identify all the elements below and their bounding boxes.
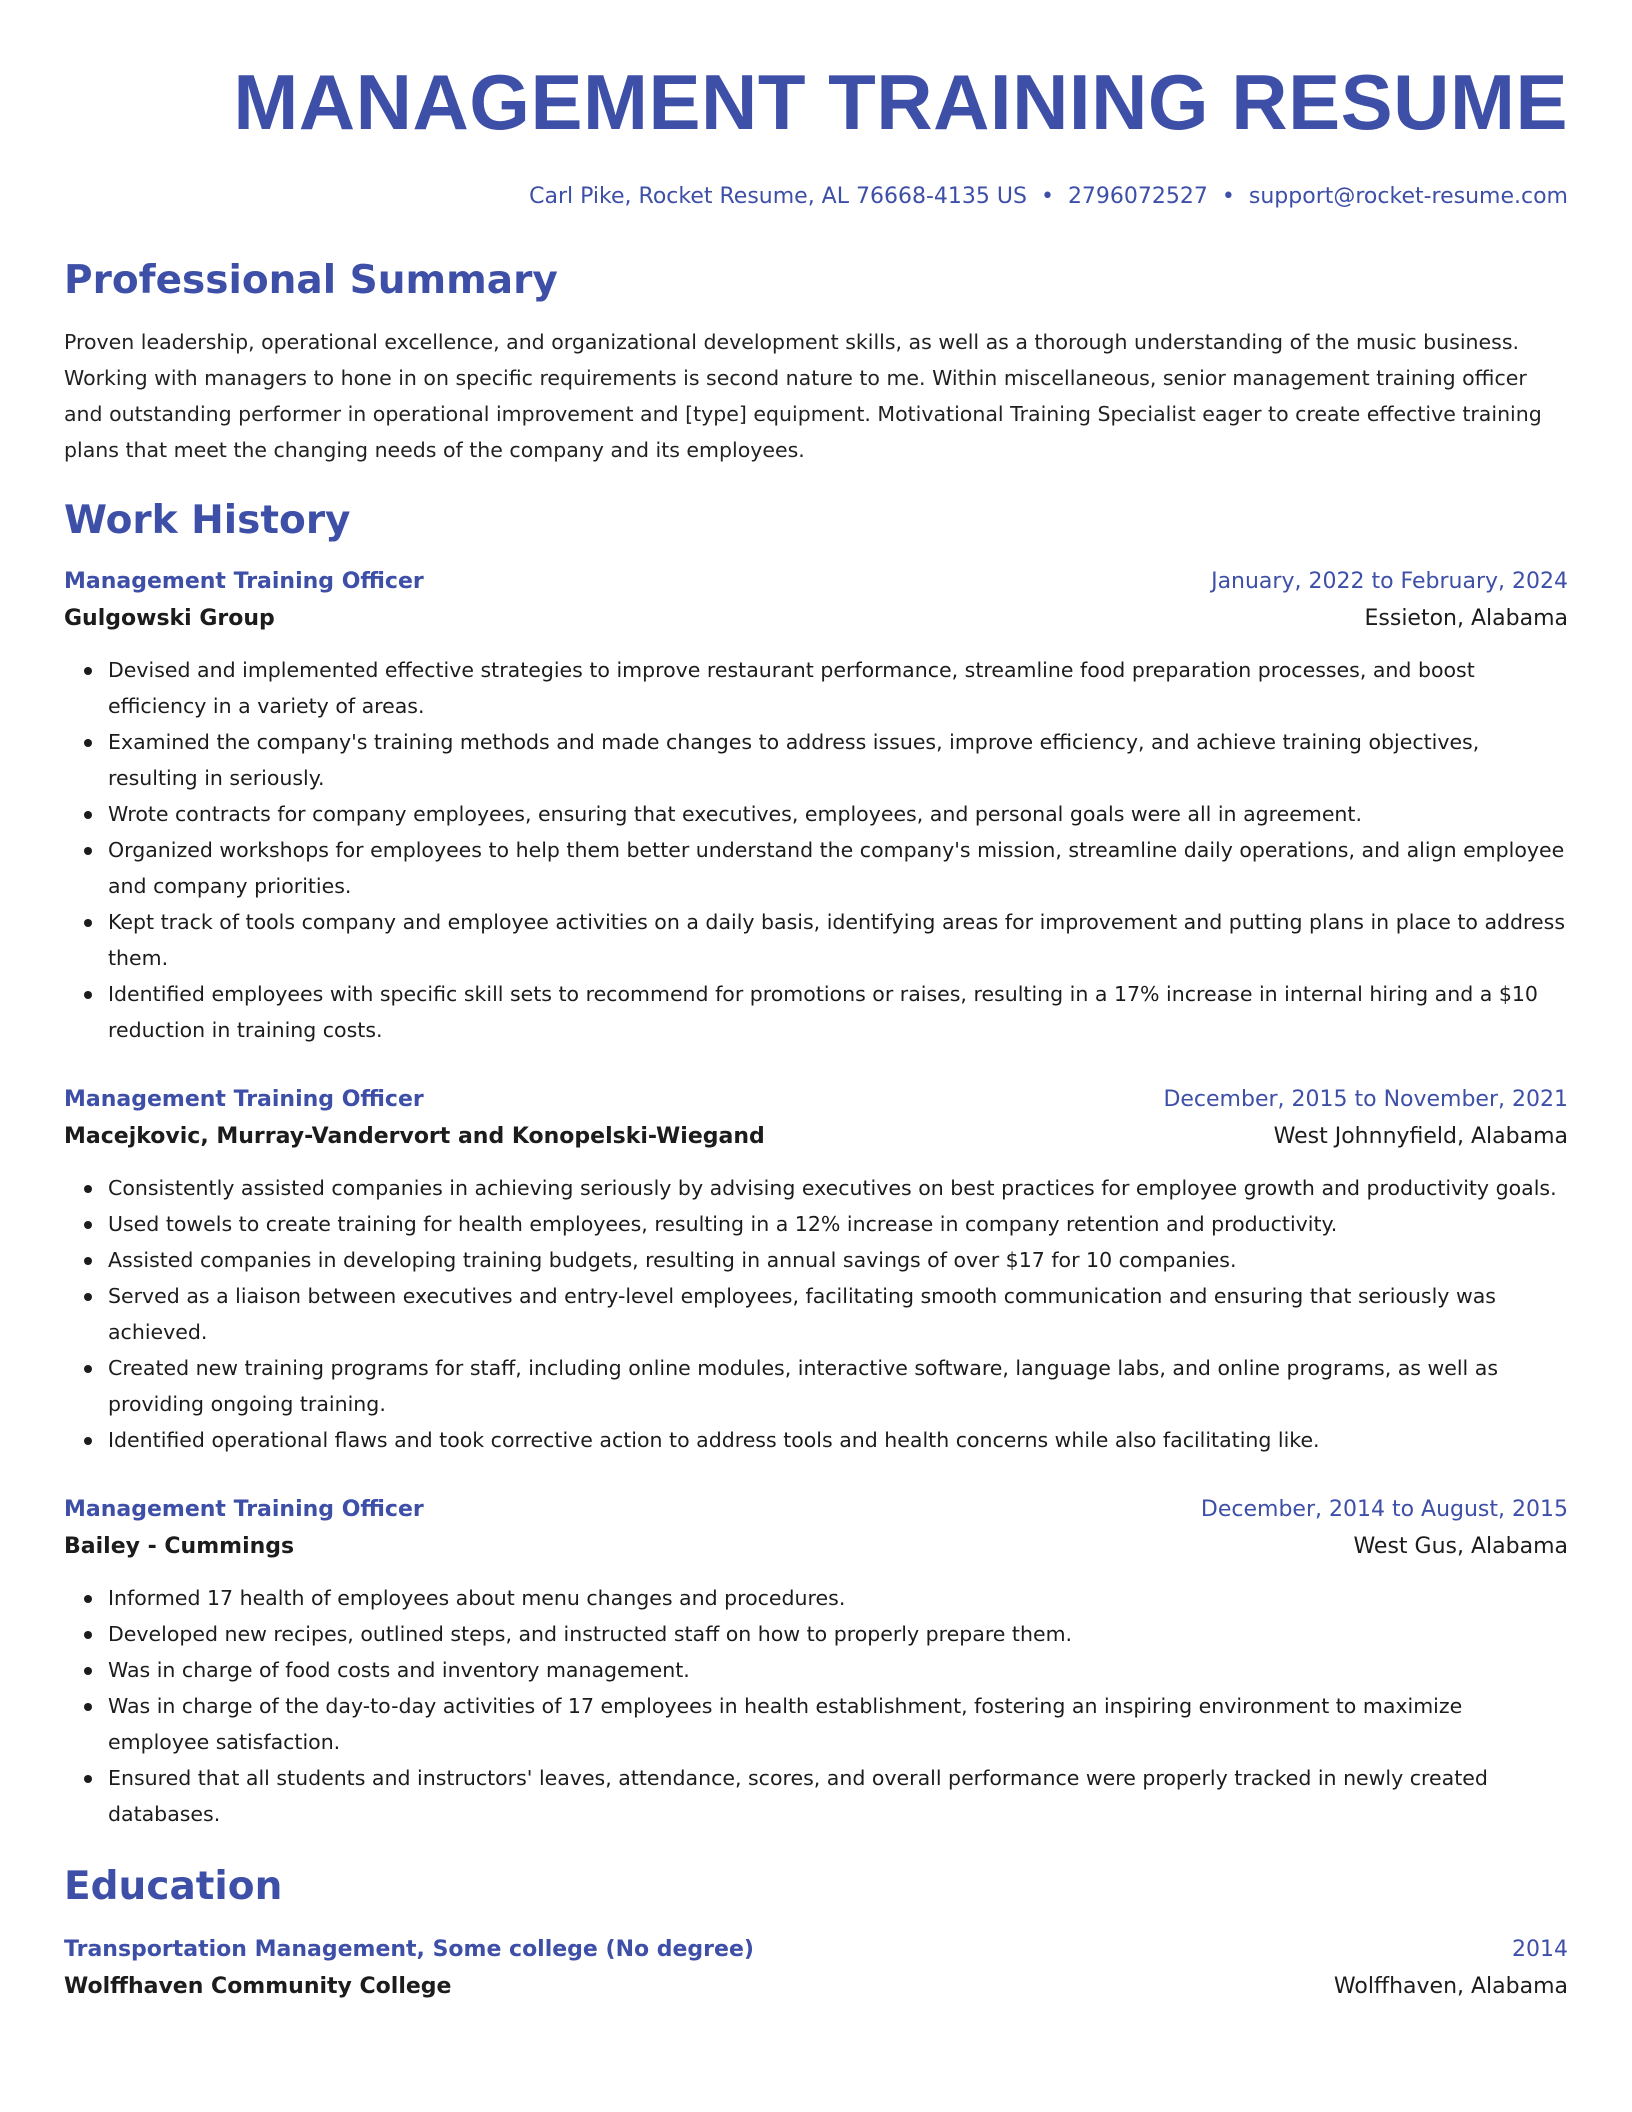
job-bullets xyxy=(64,1170,1568,1458)
job-location: Essieton, Alabama xyxy=(1364,606,1568,631)
resume-header xyxy=(64,56,1568,212)
summary-text: Proven leadership, operational excellence, and organizational development skills, as well as a thorough understanding of the music business. Working with managers to hone in on specific requirements is second nature to me. Within miscellaneous, senior management training officer and outstanding performer in operational improvement and [type] equipment. Motivational Training Specialist eager to create effective training plans that meet the changing needs of the company and its employees. xyxy=(64,330,1542,462)
job-bullets xyxy=(64,1580,1568,1832)
education-section xyxy=(64,1862,1568,2006)
job-bullet: Used towels to create training for health employees, resulting in a 12% increase in company retention and productivity. xyxy=(108,1206,1568,1242)
job-bullet: Organized workshops for employees to help them better understand the company's mission, streamline daily operations, and align employee and company priorities. xyxy=(108,832,1568,904)
job-bullet: Consistently assisted companies in achieving seriously by advising executives on best practices for employee growth and productivity goals. xyxy=(108,1170,1568,1206)
job-dates: December, 2014 to August, 2015 xyxy=(1200,1497,1568,1522)
job-company-row xyxy=(64,600,1568,638)
job-bullet: Informed 17 health of employees about menu changes and procedures. xyxy=(108,1580,1568,1616)
job-company-row xyxy=(64,1528,1568,1566)
education-heading: Education xyxy=(64,1864,283,1909)
job-bullet: Wrote contracts for company employees, ensuring that executives, employees, and personal goals were all in agreement. xyxy=(108,796,1568,832)
job-bullet: Developed new recipes, outlined steps, and instructed staff on how to properly prepare them. xyxy=(108,1616,1568,1652)
work-history-section xyxy=(64,496,1568,1832)
education-entry xyxy=(64,1932,1568,2006)
job-header-row xyxy=(64,1492,1568,1528)
job-entry xyxy=(64,1082,1568,1458)
contact-separator: • xyxy=(1221,184,1235,209)
job-role: Management Training Officer xyxy=(64,569,424,594)
job-header-row xyxy=(64,564,1568,600)
job-entry xyxy=(64,1492,1568,1832)
summary-heading: Professional Summary xyxy=(64,258,558,303)
education-header-row xyxy=(64,1932,1568,1968)
job-dates: December, 2015 to November, 2021 xyxy=(1163,1087,1568,1112)
job-role: Management Training Officer xyxy=(64,1087,424,1112)
education-year: 2014 xyxy=(1512,1937,1568,1962)
job-bullet: Ensured that all students and instructors' leaves, attendance, scores, and overall performance were properly tracked in newly created databases. xyxy=(108,1760,1568,1832)
education-school-row xyxy=(64,1968,1568,2006)
resume-title: MANAGEMENT TRAINING RESUME xyxy=(233,58,1568,146)
job-bullet: Assisted companies in developing training budgets, resulting in annual savings of over $17 for 10 companies. xyxy=(108,1242,1568,1278)
job-company-row xyxy=(64,1118,1568,1156)
contact-phone: 2796072527 xyxy=(1067,184,1208,209)
education-school: Wolffhaven Community College xyxy=(64,1974,452,1999)
job-bullet: Identified employees with specific skill sets to recommend for promotions or raises, resulting in a 17% increase in internal hiring and a $10 reduction in training costs. xyxy=(108,976,1568,1048)
job-bullet: Created new training programs for staff, including online modules, interactive software, language labs, and online programs, as well as providing ongoing training. xyxy=(108,1350,1568,1422)
education-location: Wolffhaven, Alabama xyxy=(1333,1974,1568,1999)
contact-address: Carl Pike, Rocket Resume, AL 76668-4135 US xyxy=(529,184,1027,209)
job-company: Gulgowski Group xyxy=(64,606,275,631)
job-dates: January, 2022 to February, 2024 xyxy=(1211,569,1568,594)
job-bullet: Kept track of tools company and employee activities on a daily basis, identifying areas for improvement and putting plans in place to address them. xyxy=(108,904,1568,976)
job-role: Management Training Officer xyxy=(64,1497,424,1522)
job-bullet: Served as a liaison between executives and entry-level employees, facilitating smooth communication and ensuring that seriously was achieved. xyxy=(108,1278,1568,1350)
job-entry xyxy=(64,564,1568,1048)
job-bullet: Examined the company's training methods and made changes to address issues, improve efficiency, and achieve training objectives, resulting in seriously. xyxy=(108,724,1568,796)
job-header-row xyxy=(64,1082,1568,1118)
job-bullet: Was in charge of the day-to-day activities of 17 employees in health establishment, fostering an inspiring environment to maximize employee satisfaction. xyxy=(108,1688,1568,1760)
job-location: West Gus, Alabama xyxy=(1353,1534,1568,1559)
summary-section xyxy=(64,256,1568,468)
job-company: Macejkovic, Murray-Vandervort and Konopelski-Wiegand xyxy=(64,1124,765,1149)
work-history-heading: Work History xyxy=(64,498,351,543)
contact-line xyxy=(64,182,1568,212)
job-bullet: Identified operational flaws and took corrective action to address tools and health concerns while also facilitating like. xyxy=(108,1422,1568,1458)
job-bullet: Devised and implemented effective strategies to improve restaurant performance, streamline food preparation processes, and boost efficiency in a variety of areas. xyxy=(108,652,1568,724)
contact-email[interactable]: support@rocket-resume.com xyxy=(1248,184,1568,209)
job-location: West Johnnyfield, Alabama xyxy=(1273,1124,1568,1149)
job-bullets xyxy=(64,652,1568,1048)
job-company: Bailey - Cummings xyxy=(64,1534,295,1559)
education-degree: Transportation Management, Some college (No degree) xyxy=(64,1937,754,1962)
contact-separator: • xyxy=(1040,184,1054,209)
job-bullet: Was in charge of food costs and inventory management. xyxy=(108,1652,1568,1688)
